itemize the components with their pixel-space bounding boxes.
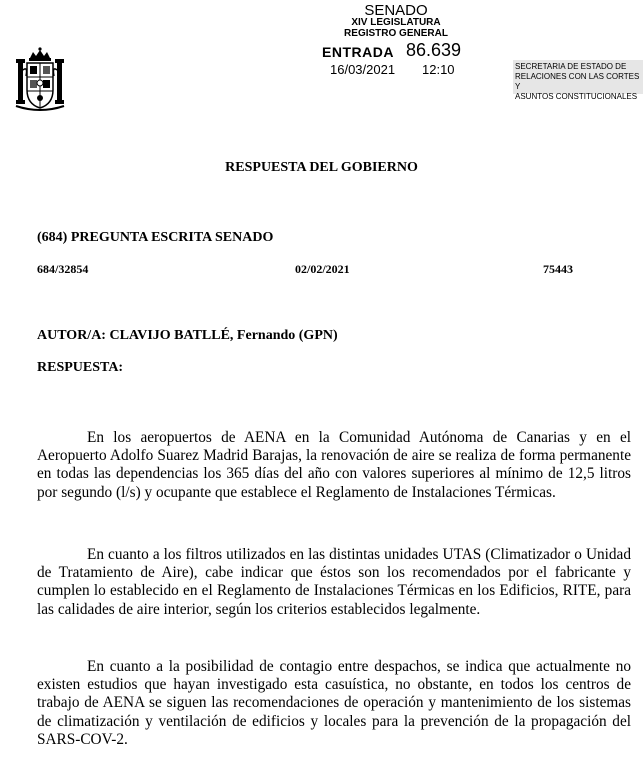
answer-paragraph: En cuanto a la posibilidad de contagio entre despachos, se indica que actualmente no existen estudios que hayan investigado esta casuística, no obstante, en todos los centros de trabajo de AENA se siguen las recomendaciones de operación y mantenimiento de los sistemas de climatización y ventilación de edificios y locales para la prevención de la propagación del SARS-COV-2. [37, 658, 631, 748]
author-line: AUTOR/A: CLAVIJO BATLLÉ, Fernando (GPN) [37, 328, 338, 343]
answer-paragraph: En los aeropuertos de AENA en la Comunidad Autónoma de Canarias y en el Aeropuerto Adolfo Suarez Madrid Barajas, la renovación de aire se realiza de forma permanente en todas las dependencias los 365 días del año con valores superiores al mínimo de 12,5 litros por segundo (l/s) y ocupante que establece el Reglamento de Instalaciones Térmicas. [37, 429, 631, 501]
stamp-registry: REGISTRO GENERAL [344, 28, 448, 39]
document-title: RESPUESTA DEL GOBIERNO [225, 160, 418, 175]
stamp-entry-number: 86.639 [406, 40, 462, 60]
expediente-number: 684/32854 [37, 262, 89, 276]
secretariat-line: ASUNTOS CONSTITUCIONALES [515, 92, 638, 101]
secretariat-label [515, 62, 643, 102]
stamp-legislature: XIV LEGISLATURA [351, 17, 441, 28]
coat-of-arms-icon [14, 44, 66, 116]
stamp-chamber: SENADO [364, 2, 428, 19]
stamp-entry-label: ENTRADA [322, 44, 394, 60]
stamp-date: 16/03/2021 [330, 62, 396, 77]
question-heading: (684) PREGUNTA ESCRITA SENADO [37, 230, 274, 245]
secretariat-line: SECRETARIA DE ESTADO DE [515, 62, 627, 71]
question-code: 75443 [543, 262, 573, 276]
question-date: 02/02/2021 [295, 262, 350, 276]
answer-paragraph: En cuanto a los filtros utilizados en las distintas unidades UTAS (Climatizador o Unidad de Tratamiento de Aire), cabe indicar que éstos son los recomendados por el fabricante y cumplen lo establecido en el Reglamento de Instalaciones Térmicas en los Edificios, RITE, para las calidades de aire interior, según los criterios establecidos legalmente. [37, 546, 631, 618]
secretariat-line: RELACIONES CON LAS CORTES Y [515, 72, 640, 91]
stamp-time: 12:10 [422, 62, 455, 77]
answer-label: RESPUESTA: [37, 360, 124, 375]
